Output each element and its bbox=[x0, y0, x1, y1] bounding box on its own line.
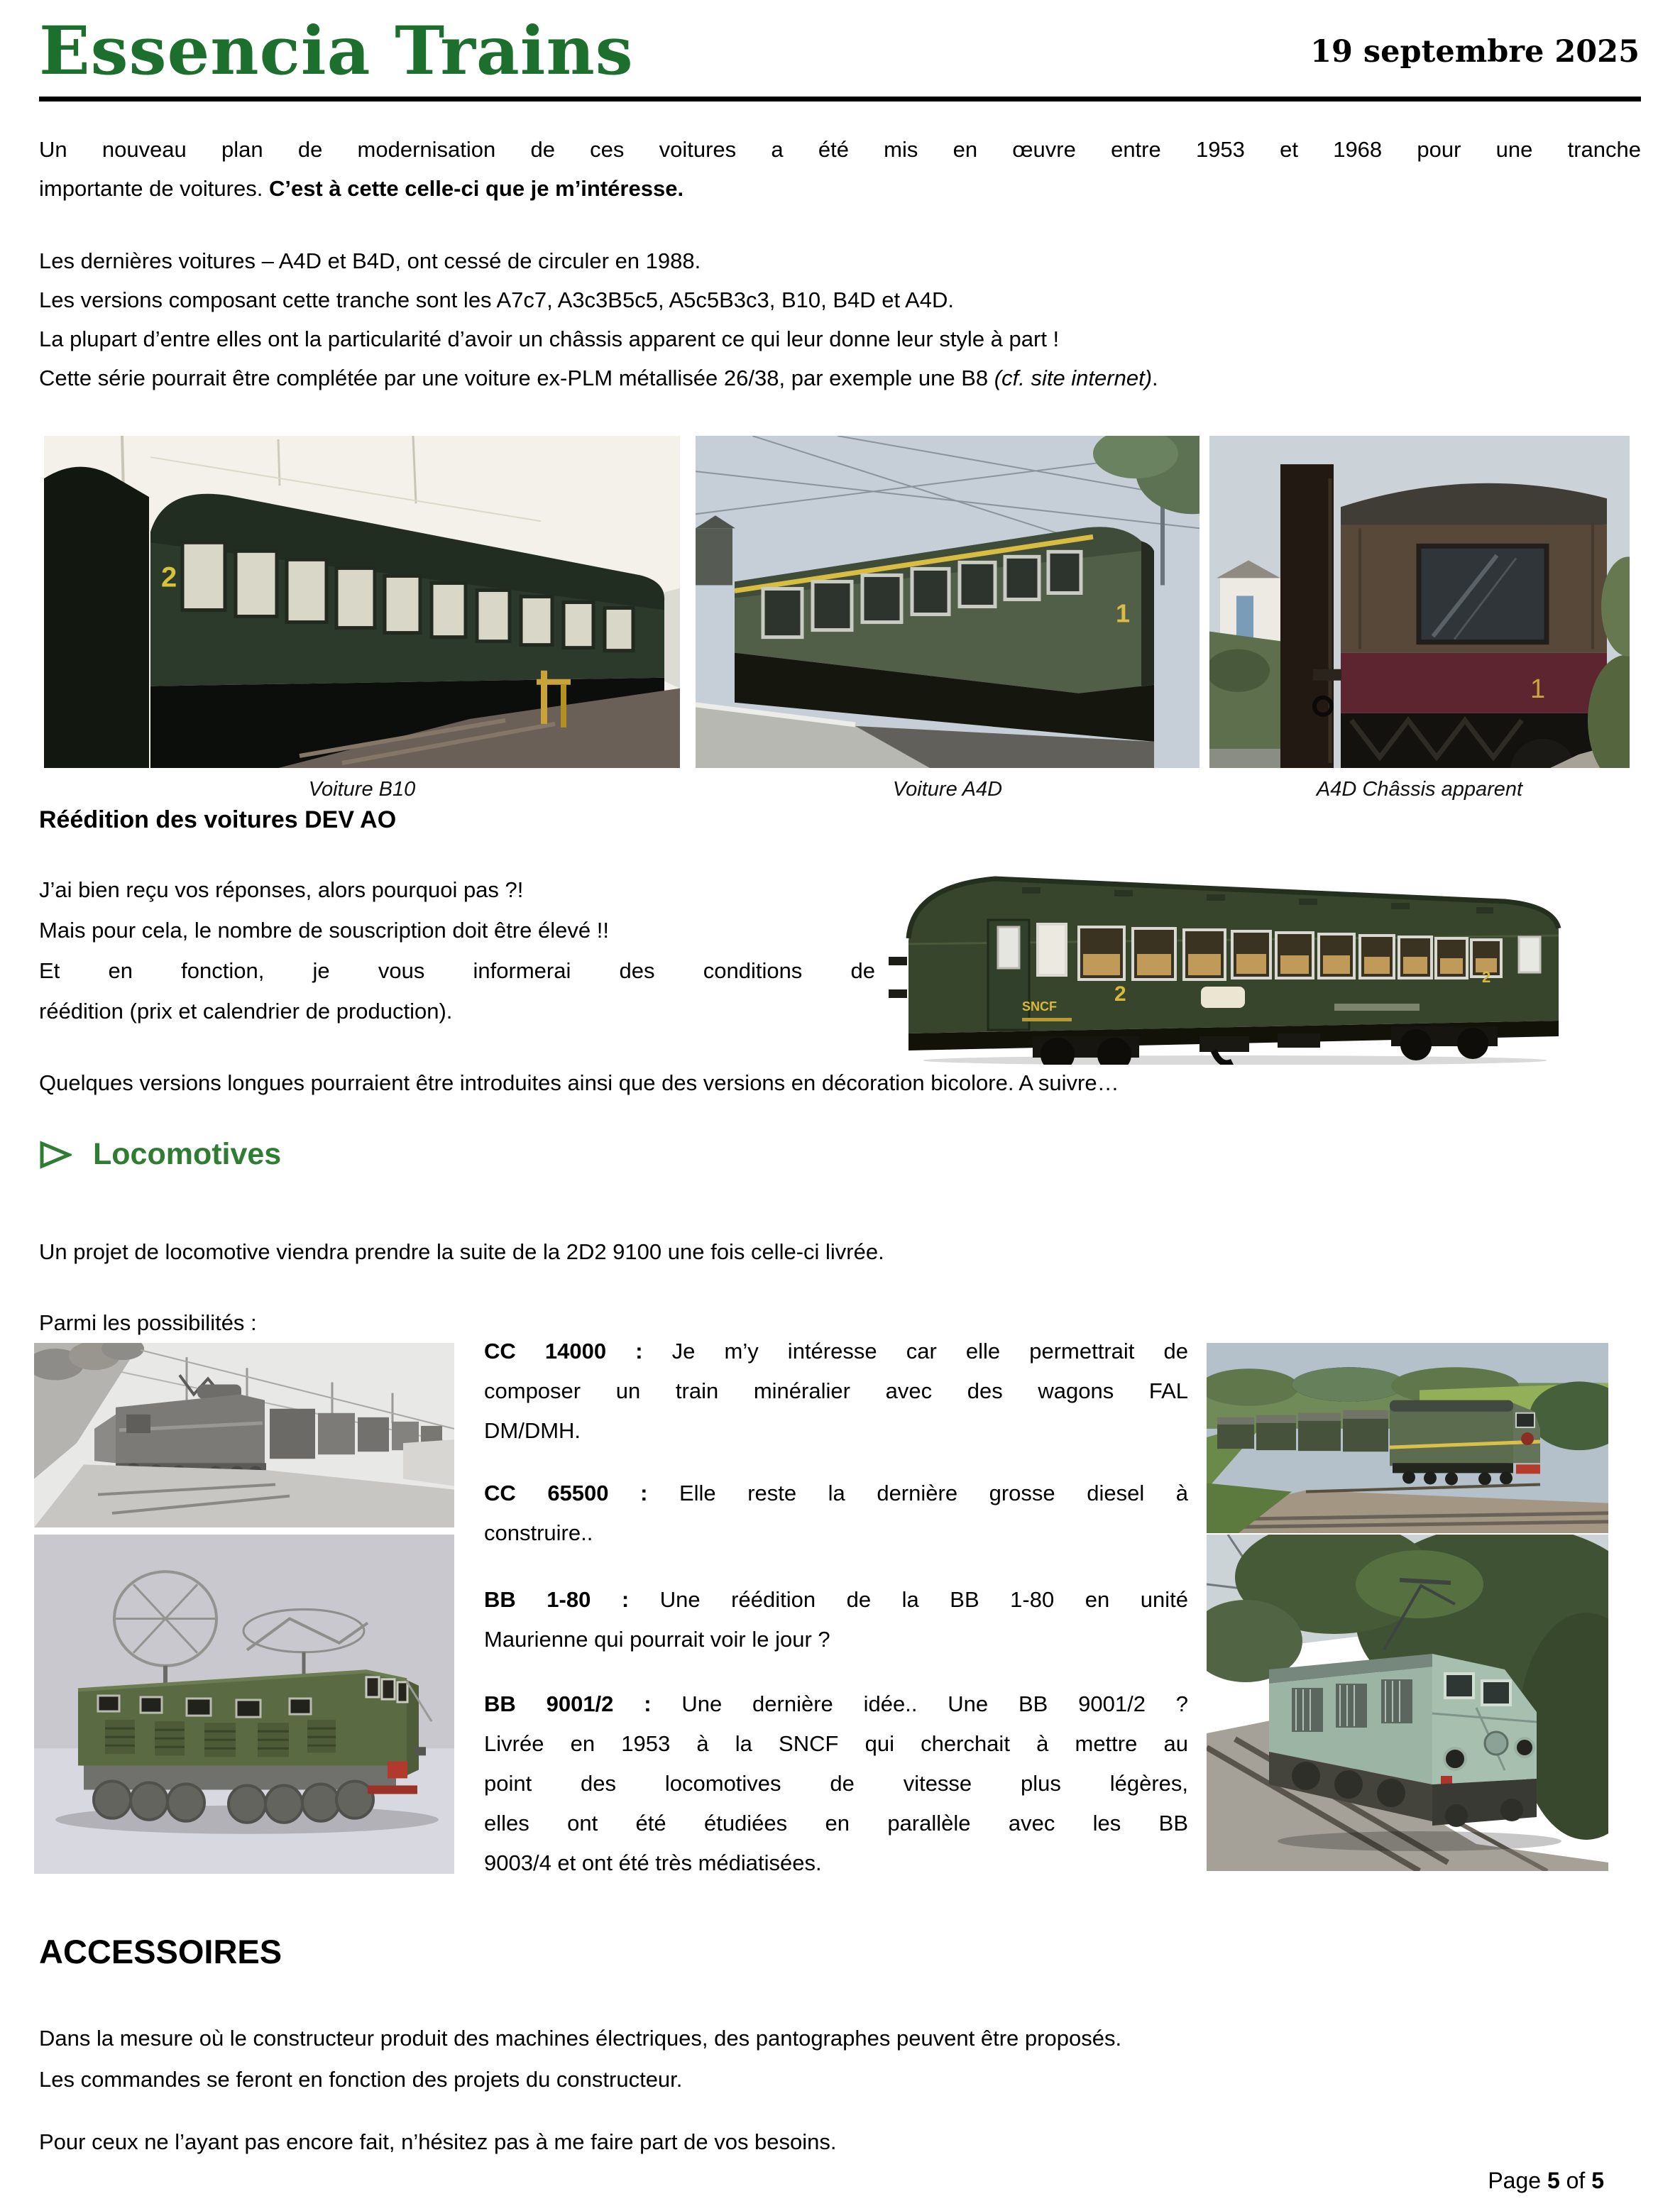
footer-page-label: Page bbox=[1488, 2168, 1542, 2193]
cc65500-illustration bbox=[1207, 1343, 1608, 1533]
history-line: Les versions composant cette tranche sont les A7c7, A3c3B5c5, A5c5B3c3, B10, B4D et A4D. bbox=[39, 287, 954, 312]
reedition-line: Et en fonction, je vous informerai des conditions de bbox=[39, 958, 875, 983]
item-label: BB 9001/2 : bbox=[484, 1691, 652, 1716]
accessoires-line: Dans la mesure où le constructeur produit des machines électriques, des pantographes peuvent être proposés. bbox=[39, 2026, 1122, 2051]
locomotives-intro: Un projet de locomotive viendra prendre la suite de la 2D2 9100 une fois celle-ci livrée. bbox=[39, 1239, 884, 1264]
item-bb9001: BB 9001/2 : Une dernière idée.. Une BB 9001/2 ? Livrée en 1953 à la SNCF qui cherchait à mettre au point des locomotives de vitesse plus légères, elles ont été étudiées en parallèle avec les BB 9003/4 et ont été très médiatisées. bbox=[484, 1691, 1188, 1875]
svg-text:1: 1 bbox=[1116, 598, 1131, 628]
item-cc14000: CC 14000 : Je m’y intéresse car elle permettrait de composer un train minéralier avec des wagons FAL DM/DMH. bbox=[484, 1339, 1188, 1443]
voiture-a4d-illustration bbox=[696, 436, 1199, 768]
accessoires-line: Pour ceux ne l’ayant pas encore fait, n’hésitez pas à me faire part de vos besoins. bbox=[39, 2129, 837, 2154]
photo-cc65500-scenic bbox=[1207, 1343, 1608, 1533]
locomotives-lead-in: Parmi les possibilités : bbox=[39, 1310, 257, 1335]
reedition-line: J’ai bien reçu vos réponses, alors pourquoi pas ?! bbox=[39, 877, 524, 902]
accessoires-heading: ACCESSOIRES bbox=[39, 1933, 282, 1970]
footer-of-label: of bbox=[1566, 2168, 1586, 2193]
svg-text:SNCF: SNCF bbox=[1022, 999, 1057, 1014]
photo-voiture-b10 bbox=[44, 436, 680, 768]
page-footer bbox=[1488, 2168, 1604, 2194]
intro-paragraph bbox=[39, 130, 1641, 208]
bb180-model-illustration bbox=[34, 1535, 454, 1874]
reedition-heading: Réédition des voitures DEV AO bbox=[39, 806, 397, 833]
arrow-bullet-icon bbox=[39, 1141, 72, 1169]
svg-text:2: 2 bbox=[1482, 968, 1491, 986]
item-label: CC 65500 : bbox=[484, 1481, 648, 1505]
intro-line: importante de voitures. C’est à cette celle-ci que je m’intéresse. bbox=[39, 176, 684, 201]
header-rule bbox=[39, 97, 1641, 102]
footer-page-total: 5 bbox=[1591, 2168, 1604, 2193]
reedition-followup: Quelques versions longues pourraient être introduites ainsi que des versions en décoration bicolore. A suivre… bbox=[39, 1070, 1119, 1095]
page-title: Essencia Trains bbox=[39, 12, 634, 90]
item-label: BB 1-80 : bbox=[484, 1587, 630, 1612]
a4d-chassis-illustration bbox=[1209, 436, 1630, 768]
reedition-line: réédition (prix et calendrier de production). bbox=[39, 999, 453, 1024]
reedition-paragraph bbox=[39, 869, 875, 1031]
item-label: CC 14000 : bbox=[484, 1339, 643, 1364]
cc14000-illustration bbox=[34, 1343, 454, 1527]
issue-date: 19 septembre 2025 bbox=[1310, 34, 1640, 70]
photo-cc14000-bw bbox=[34, 1343, 454, 1527]
reedition-line: Mais pour cela, le nombre de souscription doit être élevé !! bbox=[39, 918, 609, 943]
history-line: La plupart d’entre elles ont la particularité d’avoir un châssis apparent ce qui leur donne leur style à part ! bbox=[39, 327, 1060, 351]
photo-model-loco-bb180 bbox=[34, 1535, 454, 1874]
item-bb180: BB 1-80 : Une réédition de la BB 1-80 en unité Maurienne qui pourrait voir le jour ? bbox=[484, 1587, 1188, 1652]
model-coach-illustration bbox=[880, 850, 1627, 1065]
bb9001-illustration bbox=[1207, 1535, 1608, 1871]
svg-text:2: 2 bbox=[161, 561, 177, 593]
svg-text:2: 2 bbox=[1114, 982, 1126, 1006]
footer-page-number: 5 bbox=[1547, 2168, 1560, 2193]
voiture-b10-illustration bbox=[44, 436, 680, 768]
history-line: Cette série pourrait être complétée par une voiture ex-PLM métallisée 26/38, par exemple une B8 (cf. site internet). bbox=[39, 366, 1158, 390]
caption-voiture-a4d: Voiture A4D bbox=[892, 778, 1003, 801]
photo-a4d-chassis bbox=[1209, 436, 1630, 768]
site-note: (cf. site internet) bbox=[994, 366, 1153, 390]
photo-voiture-a4d bbox=[696, 436, 1199, 768]
intro-emphasis: C’est à cette celle-ci que je m’intéresse. bbox=[268, 176, 684, 201]
locomotives-heading: Locomotives bbox=[93, 1137, 282, 1171]
photo-model-coach bbox=[880, 850, 1627, 1065]
svg-text:1: 1 bbox=[1530, 674, 1546, 704]
history-line: Les dernières voitures – A4D et B4D, ont cessé de circuler en 1988. bbox=[39, 248, 701, 273]
locomotives-heading-row bbox=[39, 1137, 281, 1172]
item-cc65500: CC 65500 : Elle reste la dernière grosse diesel à construire.. bbox=[484, 1481, 1188, 1545]
accessoires-line: Les commandes se feront en fonction des projets du constructeur. bbox=[39, 2067, 683, 2092]
caption-a4d-chassis: A4D Châssis apparent bbox=[1316, 778, 1523, 801]
caption-voiture-b10: Voiture B10 bbox=[308, 778, 416, 801]
history-paragraph bbox=[39, 241, 1641, 397]
intro-line: Un nouveau plan de modernisation de ces voitures a été mis en œuvre entre 1953 et 1968 pour une tranche bbox=[39, 137, 1641, 162]
photo-bb9001-scenic bbox=[1207, 1535, 1608, 1871]
